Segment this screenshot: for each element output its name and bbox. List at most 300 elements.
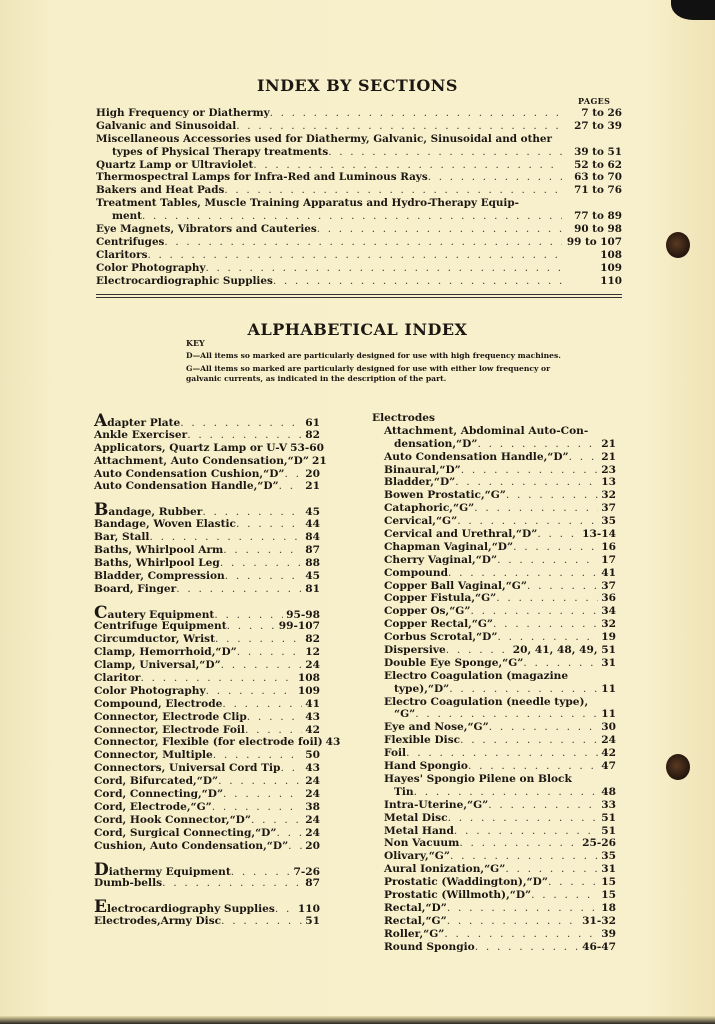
- entry-label: Dispersive: [384, 644, 446, 657]
- entry-label: Copper Ball Vaginal,“G”: [384, 579, 527, 592]
- leader-dots: [236, 120, 562, 133]
- index-entry: [94, 762, 320, 775]
- entry-label: Intra-Uterine,“G”: [384, 798, 489, 811]
- index-entry: [372, 747, 616, 760]
- entry-pages: 24: [305, 813, 320, 826]
- entry-label: Bowen Prostatic,“G”: [384, 489, 506, 502]
- entry-label: Auto Condensation Handle,“D”: [94, 480, 279, 493]
- leader-dots: [468, 760, 598, 773]
- entry-pages: 25-26: [582, 837, 616, 850]
- index-entry: [372, 850, 616, 863]
- leader-dots: [448, 812, 599, 825]
- leader-dots: [236, 518, 302, 531]
- entry-pages: 51: [601, 824, 616, 837]
- leader-dots: [223, 788, 302, 801]
- entry-label: Attachment, Auto Condensation,“D”: [94, 454, 309, 467]
- sections-list: [96, 107, 622, 287]
- entry-label: Connector, Multiple: [94, 749, 213, 762]
- entry-pages: 37: [601, 502, 616, 515]
- leader-dots: [461, 464, 598, 477]
- entry-pages: 108: [297, 672, 320, 685]
- section-label: Claritors: [96, 248, 148, 261]
- entry-label: Connector, Flexible (for electrode foil): [94, 736, 323, 749]
- entry-label: Cord, Connecting,“D”: [94, 788, 224, 801]
- entry-pages: 51: [601, 811, 616, 824]
- entry-label: Hand Spongio: [384, 760, 468, 773]
- entry-pages: 41: [601, 566, 616, 579]
- entry-pages: 21: [601, 450, 616, 463]
- entry-label: Rectal,“G”: [384, 914, 447, 927]
- entry-pages: 31: [601, 863, 616, 876]
- leader-dots: [284, 468, 302, 481]
- alpha-right-column: [372, 412, 616, 953]
- entry-pages: 31-32: [582, 914, 616, 927]
- entry-label: Baths, Whirlpool Leg: [94, 556, 220, 569]
- entry-pages: 31: [601, 656, 616, 669]
- index-entry: [372, 876, 616, 889]
- section-row: [96, 210, 622, 223]
- index-entry: [94, 468, 320, 481]
- section-pages: 39 to 51: [574, 145, 622, 158]
- index-entry: [372, 941, 616, 954]
- entry-label: [94, 411, 181, 431]
- key-label: KEY: [186, 338, 205, 348]
- entry-label: Electrodes: [372, 412, 435, 424]
- entry-pages: 32: [601, 618, 616, 631]
- leader-dots: [213, 749, 302, 762]
- entry-label: Electro Coagulation (needle type),: [384, 695, 589, 708]
- section-row: [96, 133, 622, 146]
- section-pages: 7 to 26: [581, 107, 622, 119]
- index-entry: [94, 827, 320, 840]
- section-label: High Frequency or Diathermy: [96, 107, 270, 119]
- entry-pages: 109: [297, 684, 320, 697]
- section-label: Bakers and Heat Pads: [96, 184, 225, 197]
- pages-header: PAGES: [578, 96, 611, 106]
- leader-dots: [531, 889, 598, 902]
- entry-label: Cord, Surgical Connecting,“D”: [94, 826, 277, 839]
- entry-pages: 16: [601, 540, 616, 553]
- key-d: D—All items so marked are particularly designed for use with high frequency machines.: [186, 350, 561, 360]
- leader-dots: [288, 840, 302, 853]
- entry-label: Cervical,“G”: [384, 515, 458, 528]
- entry-pages: 45: [305, 569, 320, 582]
- index-entry: [94, 788, 320, 801]
- index-entry: [372, 721, 616, 734]
- index-entry: [94, 557, 320, 570]
- index-entry: [94, 698, 320, 711]
- entry-pages: 39: [601, 927, 616, 940]
- section-label: ment: [112, 210, 142, 223]
- section-label: Miscellaneous Accessories used for Diathermy, Galvanic, Sinusoidal and other: [96, 132, 553, 145]
- leader-dots: [253, 159, 562, 172]
- entry-pages: 12: [305, 646, 320, 659]
- section-pages: 109: [600, 261, 622, 274]
- index-entry: [372, 644, 616, 657]
- entry-pages: 18: [601, 901, 616, 914]
- entry-label: Baths, Whirlpool Arm: [94, 544, 224, 557]
- section-row: [96, 171, 622, 184]
- leader-dots: [493, 618, 598, 631]
- leader-dots: [497, 631, 598, 644]
- index-entry: [372, 889, 616, 902]
- leader-dots: [276, 827, 302, 840]
- entry-pages: 15: [601, 888, 616, 901]
- leader-dots: [212, 801, 302, 814]
- index-entry: [94, 602, 320, 623]
- key-block: [186, 339, 566, 387]
- section-label: Centrifuges: [96, 235, 165, 248]
- leader-dots: [477, 438, 598, 451]
- entry-label: Auto Condensation Handle,“D”: [384, 450, 569, 463]
- entry-label: [94, 859, 231, 880]
- entry-pages: 82: [305, 633, 320, 646]
- index-entry: [94, 814, 320, 827]
- index-entry: [372, 631, 616, 644]
- leader-dots: [488, 799, 598, 812]
- index-entry: [94, 749, 320, 762]
- leader-dots: [245, 724, 302, 737]
- leader-dots: [455, 476, 598, 489]
- leader-dots: [251, 814, 302, 827]
- leader-dots: [447, 915, 579, 928]
- section-row: [96, 184, 622, 197]
- index-entry: [94, 480, 320, 493]
- entry-label: Clamp, Hemorrhoid,“D”: [94, 646, 237, 659]
- section-pages: 52 to 62: [574, 158, 622, 171]
- index-entry: [94, 775, 320, 788]
- entry-pages: 23: [601, 463, 616, 476]
- entry-label: Electro Coagulation (magazine: [384, 669, 569, 682]
- index-entry: [372, 412, 616, 425]
- entry-label: Bar, Stall: [94, 531, 150, 544]
- entry-label: Prostatic (Willmoth),“D”: [384, 888, 532, 901]
- entry-initial: A: [94, 411, 108, 431]
- alpha-title: ALPHABETICAL INDEX: [247, 320, 468, 339]
- leader-dots: [206, 262, 562, 275]
- entry-label: Non Vacuum: [384, 837, 460, 850]
- entry-label: Auto Condensation Cushion,“D”: [94, 467, 285, 480]
- section-row: [96, 275, 622, 288]
- entry-pages: 42: [305, 723, 320, 736]
- entry-label: Electrodes,Army Disc: [94, 915, 222, 928]
- index-entry: [372, 734, 616, 747]
- leader-dots: [328, 146, 562, 159]
- entry-pages: 51: [305, 915, 320, 928]
- torn-corner: [671, 0, 715, 20]
- index-entry: [372, 760, 616, 773]
- entry-pages: 50: [305, 749, 320, 762]
- leader-dots: [415, 708, 598, 721]
- section-label: Quartz Lamp or Ultraviolet: [96, 158, 254, 171]
- entry-label: Bandage, Woven Elastic: [94, 518, 236, 531]
- index-entry: [372, 451, 616, 464]
- leader-dots: [460, 734, 598, 747]
- entry-label: Dumb-bells: [94, 877, 163, 890]
- binder-hole-bottom: [666, 754, 690, 780]
- entry-pages: 61: [305, 417, 320, 429]
- divider-rule-top: [96, 294, 622, 295]
- leader-dots: [237, 646, 302, 659]
- index-entry: [372, 928, 616, 941]
- entry-pages: 35: [601, 515, 616, 528]
- entry-pages: 20: [305, 839, 320, 852]
- index-entry: [372, 863, 616, 876]
- entry-pages: 81: [305, 582, 320, 595]
- entry-label: Foil: [384, 747, 407, 760]
- index-entry: [372, 670, 616, 683]
- entry-initial: C: [94, 602, 108, 623]
- leader-dots: [505, 863, 598, 876]
- leader-dots: [142, 210, 562, 223]
- leader-dots: [506, 489, 598, 502]
- entry-label: Clamp, Universal,“D”: [94, 659, 221, 672]
- index-entry: [372, 902, 616, 915]
- entry-pages: 24: [305, 659, 320, 672]
- entry-label: densation,“D”: [394, 437, 478, 450]
- leader-dots: [489, 721, 599, 734]
- entry-label: Binaural,“D”: [384, 463, 461, 476]
- section-row: [96, 197, 622, 210]
- leader-dots: [527, 580, 598, 593]
- index-entry: [94, 915, 320, 928]
- index-entry: [94, 518, 320, 531]
- index-entry: [94, 454, 327, 468]
- leader-dots: [280, 762, 302, 775]
- index-entry: [94, 672, 320, 685]
- entry-pages: 17: [601, 553, 616, 566]
- entry-pages: 11: [601, 682, 616, 695]
- leader-dots: [140, 672, 294, 685]
- entry-label: Bladder, Compression: [94, 569, 225, 582]
- entry-label: Flexible Disc: [384, 734, 461, 747]
- index-entry: [372, 592, 616, 605]
- index-entry: [94, 633, 320, 646]
- leader-dots: [220, 557, 302, 570]
- leader-dots: [176, 583, 302, 596]
- entry-pages: 44: [305, 518, 320, 531]
- entry-label: Metal Disc: [384, 811, 448, 824]
- entry-label-rest: autery Equipment: [107, 608, 215, 621]
- section-label: Color Photography: [96, 261, 206, 274]
- leader-dots: [247, 711, 302, 724]
- index-entry: [94, 500, 320, 521]
- entry-label: “G”: [394, 708, 416, 721]
- leader-dots: [475, 941, 579, 954]
- section-row: [96, 159, 622, 172]
- entry-label: Chapman Vaginal,“D”: [384, 540, 514, 553]
- entry-pages: 19: [601, 631, 616, 644]
- leader-dots: [454, 825, 598, 838]
- leader-dots: [428, 171, 562, 184]
- leader-dots: [497, 554, 598, 567]
- index-entry: [372, 489, 616, 502]
- index-entry: [94, 646, 320, 659]
- index-entry: [94, 711, 320, 724]
- index-entry: [94, 659, 320, 672]
- entry-initial: D: [94, 859, 109, 880]
- index-entry: [372, 554, 616, 567]
- entry-label-rest: iathermy Equipment: [108, 865, 231, 878]
- entry-label: Copper Os,“G”: [384, 605, 471, 618]
- leader-dots: [162, 877, 302, 890]
- entry-label: Applicators, Quartz Lamp or U-V: [94, 441, 288, 454]
- leader-dots: [457, 515, 598, 528]
- binder-hole-top: [666, 232, 690, 258]
- section-pages: 71 to 76: [574, 184, 622, 197]
- entry-label: Color Photography: [94, 684, 206, 697]
- entry-pages: 43: [305, 710, 320, 723]
- entry-pages: 38: [305, 800, 320, 813]
- entry-pages: 43: [325, 736, 341, 749]
- entry-label: Prostatic (Waddington),“D”: [384, 876, 548, 889]
- entry-pages: 48: [601, 785, 616, 798]
- index-entry: [372, 812, 616, 825]
- entry-label: Olivary,“G”: [384, 850, 450, 863]
- index-entry: [372, 528, 616, 541]
- index-entry: [94, 724, 320, 737]
- entry-label: Corbus Scrotal,“D”: [384, 631, 498, 644]
- leader-dots: [149, 531, 302, 544]
- index-entry: [372, 618, 616, 631]
- leader-dots: [496, 592, 598, 605]
- entry-pages: 87: [305, 877, 320, 890]
- entry-label: Rectal,“D”: [384, 901, 447, 914]
- entry-label: Cataphoric,“G”: [384, 502, 475, 515]
- entry-pages: 13-14: [582, 528, 616, 541]
- entry-label: Cherry Vaginal,“D”: [384, 553, 498, 566]
- entry-label: Cushion, Auto Condensation,“D”: [94, 839, 289, 852]
- entry-label-rest: andage, Rubber: [108, 506, 203, 519]
- entry-label: Double Eye Sponge,“G”: [384, 656, 524, 669]
- leader-dots: [221, 915, 302, 928]
- index-entry: [94, 583, 320, 596]
- entry-label: Eye and Nose,“G”: [384, 721, 489, 734]
- leader-dots: [273, 275, 562, 288]
- entry-pages: 7-26: [293, 865, 320, 878]
- section-label: Electrocardiographic Supplies: [96, 274, 273, 287]
- section-row: [96, 249, 622, 262]
- entry-label: Connector, Electrode Foil: [94, 723, 245, 736]
- index-entry: [372, 683, 616, 696]
- entry-initial: B: [94, 500, 109, 521]
- entry-label: Attachment, Abdominal Auto-Con-: [384, 424, 589, 437]
- entry-label: Connector, Electrode Clip: [94, 710, 247, 723]
- entry-initial: E: [94, 897, 107, 918]
- index-entry: [94, 570, 320, 583]
- entry-label: Claritor: [94, 672, 141, 685]
- leader-dots: [187, 429, 302, 442]
- entry-pages: 42: [601, 747, 616, 760]
- leader-dots: [513, 541, 598, 554]
- leader-dots: [222, 698, 302, 711]
- section-label: Galvanic and Sinusoidal: [96, 119, 237, 132]
- leader-dots: [206, 685, 295, 698]
- index-entry: [372, 438, 616, 451]
- section-pages: 99 to 107: [566, 235, 622, 248]
- sections-title: INDEX BY SECTIONS: [257, 76, 458, 95]
- leader-dots: [279, 480, 303, 493]
- entry-pages: 11: [601, 708, 616, 721]
- entry-label: Cord, Bifurcated,“D”: [94, 775, 219, 788]
- index-entry: [94, 801, 320, 814]
- entry-pages: 47: [601, 760, 616, 773]
- entry-label: Copper Fistula,“G”: [384, 592, 497, 605]
- entry-label: Copper Rectal,“G”: [384, 618, 494, 631]
- leader-dots: [225, 570, 303, 583]
- index-entry: [94, 859, 320, 880]
- entry-pages: 82: [305, 428, 320, 441]
- entry-label: Centrifuge Equipment: [94, 620, 227, 633]
- section-row: [96, 120, 622, 133]
- index-entry: [94, 411, 320, 431]
- index-entry: [372, 476, 616, 489]
- entry-label: Aural Ionization,“G”: [384, 863, 506, 876]
- leader-dots: [270, 107, 562, 120]
- index-entry: [94, 877, 320, 890]
- divider-rule-bottom: [96, 297, 622, 298]
- section-pages: 108: [600, 248, 622, 261]
- section-row: [96, 107, 622, 120]
- entry-pages: 24: [601, 734, 616, 747]
- entry-pages: 32: [601, 489, 616, 502]
- entry-label: Hayes' Spongio Pilene on Block: [384, 772, 572, 785]
- entry-pages: 13: [601, 476, 616, 489]
- entry-pages: 53-60: [290, 441, 324, 454]
- entry-label: Round Spongio: [384, 940, 475, 953]
- entry-pages: 34: [601, 605, 616, 618]
- index-entry: [94, 620, 320, 633]
- key-g: G—All items so marked are particularly designed for use with either low frequency or galvanic currents, as indicated in the description of the part.: [186, 364, 551, 383]
- index-entry: [372, 464, 616, 477]
- leader-dots: [447, 902, 598, 915]
- index-entry: [372, 657, 616, 670]
- index-entry: [94, 544, 320, 557]
- entry-label: Ankle Exerciser: [94, 428, 188, 441]
- section-row: [96, 236, 622, 249]
- entry-pages: 88: [305, 556, 320, 569]
- index-entry: [94, 531, 320, 544]
- index-entry: [372, 502, 616, 515]
- index-entry: [372, 799, 616, 812]
- leader-dots: [474, 502, 598, 515]
- entry-label: Connectors, Universal Cord Tip: [94, 762, 281, 775]
- entry-label: Metal Hand: [384, 824, 454, 837]
- entry-pages: 37: [601, 579, 616, 592]
- entry-pages: 46-47: [582, 940, 616, 953]
- entry-label-rest: lectrocardiography Supplies: [106, 903, 275, 916]
- index-entry: [94, 685, 320, 698]
- section-pages: 110: [600, 274, 622, 287]
- entry-label: Tin: [394, 785, 414, 798]
- section-pages: 27 to 39: [574, 119, 622, 132]
- entry-label: Compound, Electrode: [94, 697, 223, 710]
- group-gap: [94, 890, 320, 902]
- leader-dots: [218, 775, 302, 788]
- entry-pages: 33: [601, 798, 616, 811]
- entry-pages: 15: [601, 876, 616, 889]
- index-entry: [94, 897, 320, 918]
- entry-label: [94, 897, 275, 918]
- entry-pages: 35: [601, 850, 616, 863]
- group-gap: [94, 853, 320, 865]
- entry-label: Board, Finger: [94, 582, 177, 595]
- entry-label: Cord, Hook Connector,“D”: [94, 813, 251, 826]
- entry-pages: 24: [305, 788, 320, 801]
- leader-dots: [470, 605, 598, 618]
- index-entry: [94, 441, 324, 455]
- leader-dots: [147, 249, 562, 262]
